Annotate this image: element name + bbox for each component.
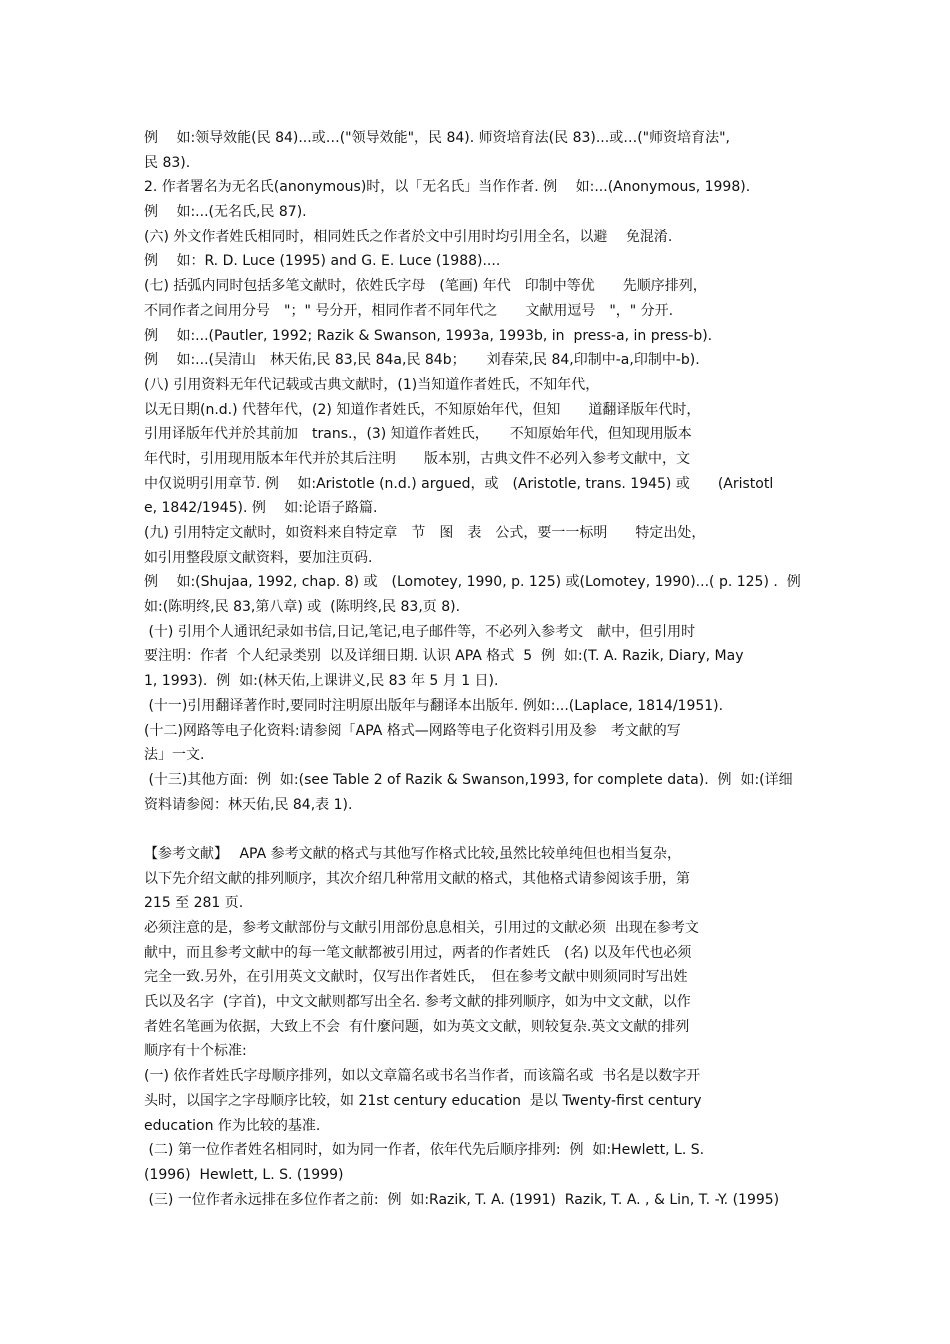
text-line: (十一)引用翻译著作时,要同时注明原出版年与翻译本出版年. 例如:...(Laplace, 1814/1951).	[144, 697, 724, 714]
text-line: 完全一致.另外，在引用英文文献时，仅写出作者姓氏， 但在参考文献中则须同时写出姓	[144, 969, 688, 986]
text-line: (十三)其他方面: 例 如:(see Table 2 of Razik & Swanson,1993, for complete data). 例 如:(详细	[144, 771, 793, 788]
text-line: 必须注意的是，参考文献部份与文献引用部份息息相关，引用过的文献必须 出现在参考文	[144, 920, 699, 936]
text-line: 215 至 281 页.	[144, 895, 244, 912]
text-line: (二) 第一位作者姓名相同时，如为同一作者，依年代先后顺序排列: 例 如:Hewlett, L. S.	[144, 1142, 705, 1159]
text-line: 要注明：作者 个人纪录类别 以及详细日期. 认识 APA 格式 5 例 如:(T. A. Razik, Diary, May	[144, 648, 744, 665]
text-line: 中仅说明引用章节. 例 如:Aristotle (n.d.) argued，或 (Aristotle, trans. 1945) 或 (Aristotl	[144, 475, 774, 492]
text-line: (一) 依作者姓氏字母顺序排列，如以文章篇名或书名当作者，而该篇名或 书名是以数字开	[144, 1068, 701, 1085]
text-line: 【参考文献】 APA 参考文献的格式与其他写作格式比较,虽然比较单纯但也相当复杂，	[144, 845, 682, 862]
text-line: 引用译版年代并於其前加 trans.，(3) 知道作者姓氏， 不知原始年代，但知现用版本	[144, 426, 692, 443]
text-line: (七) 括弧内同时包括多笔文献时，依姓氏字母 (笔画) 年代 印制中等优 先顺序排列，	[144, 278, 707, 295]
text-line: (三) 一位作者永远排在多位作者之前: 例 如:Razik, T. A. (1991) Razik, T. A. , & Lin, T. -Y. (1995)	[144, 1191, 780, 1208]
text-line: (1996) Hewlett, L. S. (1999)	[144, 1166, 344, 1183]
text-line: 以下先介绍文献的排列顺序，其次介绍几种常用文献的格式，其他格式请参阅该手册，第	[144, 870, 690, 887]
text-line: (十) 引用个人通讯纪录如书信,日记,笔记,电子邮件等，不必列入参考文 献中，但引用时	[144, 623, 696, 640]
blank-line	[144, 817, 810, 842]
text-line: 1, 1993). 例 如:(林天佑,上课讲义,民 83 年 5 月 1 日).	[144, 673, 499, 690]
text-line: 例 如:...(无名氏,民 87).	[144, 204, 307, 221]
text-line: 不同作者之间用分号 "；" 号分开，相同作者不同年代之 文献用逗号 "，" 分开.	[144, 302, 674, 319]
text-line: 2. 作者署名为无名氏(anonymous)时，以「无名氏」当作作者. 例 如:...(Anonymous, 1998).	[144, 179, 751, 196]
text-line: (八) 引用资料无年代记载或古典文献时，(1)当知道作者姓氏，不知年代，	[144, 376, 600, 393]
text-line: 例 如:...(吴清山 林天佑,民 83,民 84a,民 84b； 刘春荣,民 84,印制中-a,印制中-b).	[144, 352, 700, 369]
text-line: e, 1842/1945). 例 如:论语子路篇.	[144, 500, 378, 517]
text-line: 者姓名笔画为依据，大致上不会 有什麼问题，如为英文文献，则较复杂.英文文献的排列	[144, 1018, 690, 1035]
text-line: 资料请参阅：林天佑,民 84,表 1).	[144, 796, 353, 813]
text-line: 如:(陈明终,民 83,第八章) 或 (陈明终,民 83,页 8).	[144, 599, 461, 616]
text-line: 例 如:领导效能(民 84)...或…("领导效能"，民 84). 师资培育法(民 83)...或…("师资培育法",	[144, 130, 731, 146]
text-line: 如引用整段原文献资料，要加注页码.	[144, 549, 373, 566]
text-line: 法」一文.	[144, 747, 205, 764]
text-line: education 作为比较的基准.	[144, 1117, 321, 1134]
text-line: 例 如:...(Pautler, 1992; Razik & Swanson, 1993a, 1993b, in press-a, in press-b).	[144, 327, 713, 344]
text-line: 民 83).	[144, 154, 191, 171]
text-line: 头时，以国字之字母顺序比较，如 21st century education 是以 Twenty-first century	[144, 1092, 702, 1109]
text-line: 氏以及名字 (字首)，中文文献则都写出全名. 参考文献的排列顺序，如为中文文献，以作	[144, 994, 691, 1011]
text-line: 顺序有十个标准:	[144, 1043, 247, 1060]
document-body	[144, 126, 810, 1212]
text-line: 以无日期(n.d.) 代替年代，(2) 知道作者姓氏，不知原始年代，但知 道翻译版年代时，	[144, 401, 701, 418]
text-line: (九) 引用特定文献时，如资料来自特定章 节 图 表 公式，要一一标明 特定出处，	[144, 525, 706, 541]
text-line: 例 如:(Shujaa, 1992, chap. 8) 或 (Lomotey, 1990, p. 125) 或(Lomotey, 1990)...( p. 125) . 例	[144, 574, 801, 591]
text-line: 年代时，引用现用版本年代并於其后注明 版本别，古典文件不必列入参考文献中，文	[144, 450, 690, 467]
text-line: (六) 外文作者姓氏相同时，相同姓氏之作者於文中引用时均引用全名，以避 免混淆.	[144, 228, 673, 245]
text-line: 献中，而且参考文献中的每一笔文献都被引用过，两者的作者姓氏 (名) 以及年代也必须	[144, 944, 692, 961]
text-line: (十二)网路等电子化资料:请参阅「APA 格式—网路等电子化资料引用及参 考文献的写	[144, 722, 681, 739]
text-line: 例 如：R. D. Luce (1995) and G. E. Luce (1988)....	[144, 253, 501, 270]
